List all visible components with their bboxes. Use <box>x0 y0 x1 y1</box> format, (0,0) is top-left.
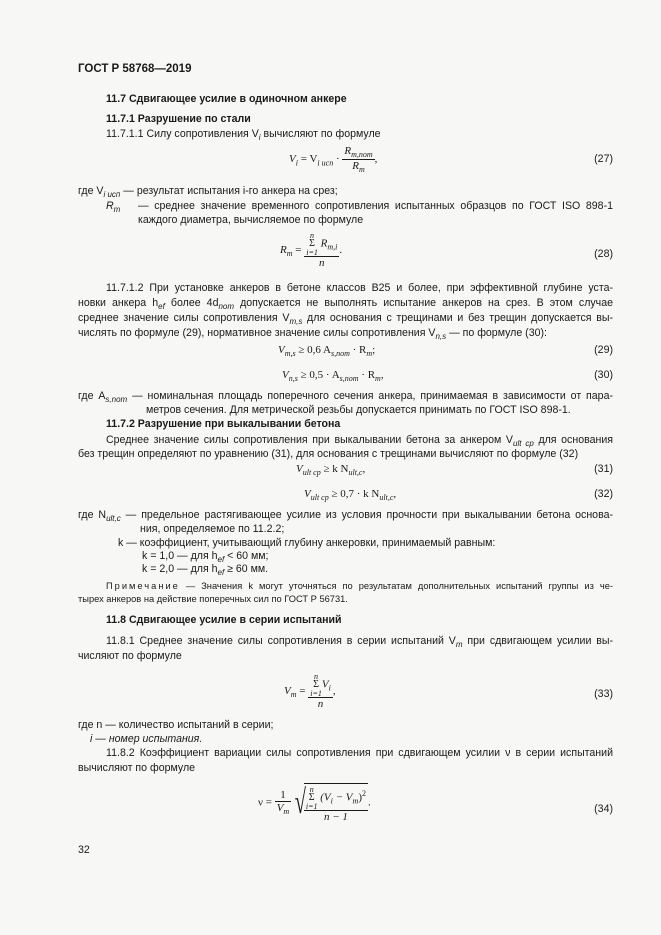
standard-header: ГОСТ Р 58768—2019 <box>78 63 192 75</box>
paragraph-11-7-1-2-line-2: новки анкера $h_{ef}$ более $4d_{nom}$ допускается не выполнять испытание анкеров на срез. В этом случае <box>78 297 613 312</box>
paragraph-11-7-1-1: 11.7.1.1 Силу сопротивления $V_i$ вычисляют по формуле <box>106 128 381 143</box>
where-32-line-1: где $N_{ult,c}$ — предельное растягивающее усилие из условия прочности при выкалывании бетона основа- <box>78 509 614 524</box>
equation-number-31: (31) <box>594 463 613 475</box>
equation-number-28: (28) <box>594 248 613 260</box>
paragraph-11-8-2-line-1: 11.8.2 Коэффициент вариации силы сопротивления при сдвигающем усилии ν в серии испытаний <box>106 747 613 759</box>
radicand: n Σ i=1 $(V_i - V_m)^2$ n − 1 <box>305 785 366 823</box>
where-30-line-1: где $A_{s,nom}$ — номинальная площадь поперечного сечения анкера, принимаемая в зависимости от пара- <box>78 390 613 405</box>
where-27-line-2: $R_m$ <box>106 200 121 215</box>
paragraph-11-7-1-2-line-4: числять по формуле (29), нормативное значение силы сопротивления $V_{n,s}$ — по формуле (30): <box>78 327 547 342</box>
equation-number-29: (29) <box>594 344 613 356</box>
formula-27: $V_i = V_{i исп}$ · $\frac{R_{m,nom}}{R_m}$ , <box>289 145 378 175</box>
equation-number-27: (27) <box>594 153 613 165</box>
where-27-line-3: каждого диаметра, вычисляемое по формуле <box>138 214 364 226</box>
subsection-title-11-7-2: 11.7.2 Разрушение при выкалывании бетона <box>106 418 341 430</box>
paragraph-11-7-1-2-line-3: среднее значение силы сопротивления $V_{m,s}$ для основания с трещинами и без трещин допускается вы- <box>78 312 613 327</box>
formula-33: $V_m$ = n Σ i=1 $V_i$ n , <box>284 672 336 710</box>
formula-29: $V_{m,s} \ge 0,6$ $A_{s,nom} \cdot R_m$; <box>278 344 376 359</box>
formula-30: $V_{n,s} \ge 0,5 \cdot A_{s,nom} \cdot R_m$, <box>282 369 384 384</box>
where-32-line-3: k — коэффициент, учитывающий глубину анкеровки, принимаемый равным: <box>118 537 496 549</box>
where-27-line-2-text: — среднее значение временного сопротивления испытанных образцов по ГОСТ ISO 898-1 <box>138 200 613 212</box>
note-line-1: Примечание — Значения k могут уточняться по результатам дополнительных испытаний группы из че- <box>106 581 613 591</box>
where-32-line-5: k = 2,0 — для $h_{ef} \ge 60$ мм. <box>142 563 269 578</box>
formula-34: ν = $\frac{1}{V_m}$ √ n Σ i=1 $(V_i - V_m)^2$ n − 1 . <box>258 784 371 823</box>
formula-32: $V_{ult ср} \ge 0,7 \cdot k$ $N_{ult,c}$, <box>304 488 397 503</box>
paragraph-11-7-1-2-line-1: 11.7.1.2 При установке анкеров в бетоне классов В25 и более, при эффективной глубине уста- <box>106 282 613 294</box>
where-33-line-1: где n — количество испытаний в серии; <box>78 719 274 731</box>
note-line-2: тырех анкеров на действие поперечных сил по ГОСТ Р 56731. <box>78 594 348 604</box>
paragraph-11-8-1-line-2: числяют по формуле <box>78 650 182 662</box>
where-32-line-2: ния, определяемое по 11.2.2; <box>140 523 285 535</box>
paragraph-11-7-2-line-2: без трещин определяют по уравнению (31), для основания с трещинами вычисляют по формуле (32) <box>78 448 579 460</box>
formula-31: $V_{ult ср} \ge k$ $N_{ult,c}$, <box>296 463 366 478</box>
equation-number-32: (32) <box>594 488 613 500</box>
section-title-11-8: 11.8 Сдвигающее усилие в серии испытаний <box>106 614 342 626</box>
section-title-11-7: 11.7 Сдвигающее усилие в одиночном анкере <box>106 93 347 105</box>
equation-number-34: (34) <box>594 803 613 815</box>
page-number: 32 <box>78 844 90 856</box>
paragraph-11-8-1-line-1: 11.8.1 Среднее значение силы сопротивления в серии испытаний $V_m$ при сдвигающем усилии вы- <box>106 635 613 650</box>
formula-28: $R_m$ = n Σ i=1 $R_{m,i}$ n . <box>280 231 343 269</box>
paragraph-11-7-2-line-1: Среднее значение силы сопротивления при выкалывании бетона за анкером $V_{ult ср}$ для основания <box>106 434 614 449</box>
paragraph-11-8-2-line-2: вычисляют по формуле <box>78 762 196 774</box>
where-33-line-2: i — номер испытания. <box>90 733 203 745</box>
equation-number-30: (30) <box>594 369 613 381</box>
where-30-line-2: метров сечения. Для метрической резьбы допускается принимать по ГОСТ ISO 898-1. <box>146 404 571 416</box>
where-32-line-4: k = 1,0 — для $h_{ef} < 60$ мм; <box>142 550 269 565</box>
subsection-title-11-7-1: 11.7.1 Разрушение по стали <box>106 113 251 125</box>
radical-sign: √ <box>294 784 307 821</box>
equation-number-33: (33) <box>594 688 613 700</box>
where-27-line-1: где $V_{i исп}$ — результат испытания i-го анкера на срез; <box>78 185 338 200</box>
